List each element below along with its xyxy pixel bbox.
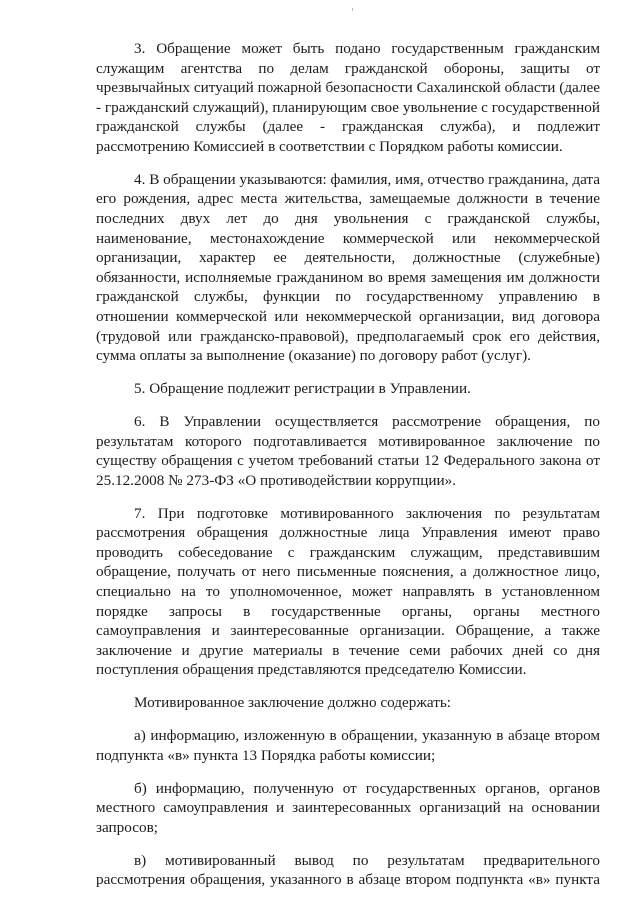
- paragraph-5: 5. Обращение подлежит регистрации в Управлении.: [134, 380, 471, 398]
- item-v: в) мотивированный вывод по результатам предварительного рассмотрения обращения, указанного в абзаце втором подпункта «в» пункта: [96, 851, 600, 889]
- conclusion-intro: Мотивированное заключение должно содержать:: [134, 694, 451, 712]
- item-a: а) информацию, изложенную в обращении, указанную в абзаце втором подпункта «в» пункта 13 Порядка работы комиссии;: [96, 727, 600, 764]
- paragraph-6: 6. В Управлении осуществляется рассмотрение обращения, по результатам которого подготавливается мотивированное заключение по существу обращения с учетом требований статьи 12 Федерального закона от 25.12.2008 № 273-ФЗ «О противодействии коррупции».: [96, 412, 600, 489]
- document-body: [96, 39, 600, 890]
- paragraph-4: 4. В обращении указываются: фамилия, имя, отчество гражданина, дата его рождения, адрес места жительства, замещаемые должности в течение последних двух лет до дня увольнения с гражданской службы, наименование, местонахождение коммерческой или некоммерческой организации, характер ее деятельности, должностные (служебные) обязанности, исполняемые гражданином во время замещения им должности гражданской службы, функции по государственному управлению в отношении коммерческой или некоммерческой организации, вид договора (трудовой или гражданско-правовой), предполагаемый срок его действия, сумма оплаты за выполнение (оказание) по договору работ (услуг).: [96, 170, 600, 365]
- scan-mark: [352, 8, 353, 11]
- paragraph-7: 7. При подготовке мотивированного заключения по результатам рассмотрения обращения должностные лица Управления имеют право проводить собеседование с гражданским служащим, представившим обращение, получать от него письменные пояснения, а должностное лицо, специально на то уполномоченное, может направлять в установленном порядке запросы в государственные органы, органы местного самоуправления и заинтересованные организации. Обращение, а также заключение и другие материалы в течение семи рабочих дней со дня поступления обращения представляются председателю Комиссии.: [96, 504, 600, 679]
- item-b: б) информацию, полученную от государственных органов, органов местного самоуправления и заинтересованных организаций на основании запросов;: [96, 779, 600, 836]
- paragraph-3: 3. Обращение может быть подано государственным гражданским служащим агентства по делам гражданской обороны, защиты от чрезвычайных ситуаций пожарной безопасности Сахалинской области (далее - гражданский служащий), планирующим свое увольнение с государственной гражданской службы (далее - гражданская служба), и подлежит рассмотрению Комиссией в соответствии с Порядком работы комиссии.: [96, 40, 600, 155]
